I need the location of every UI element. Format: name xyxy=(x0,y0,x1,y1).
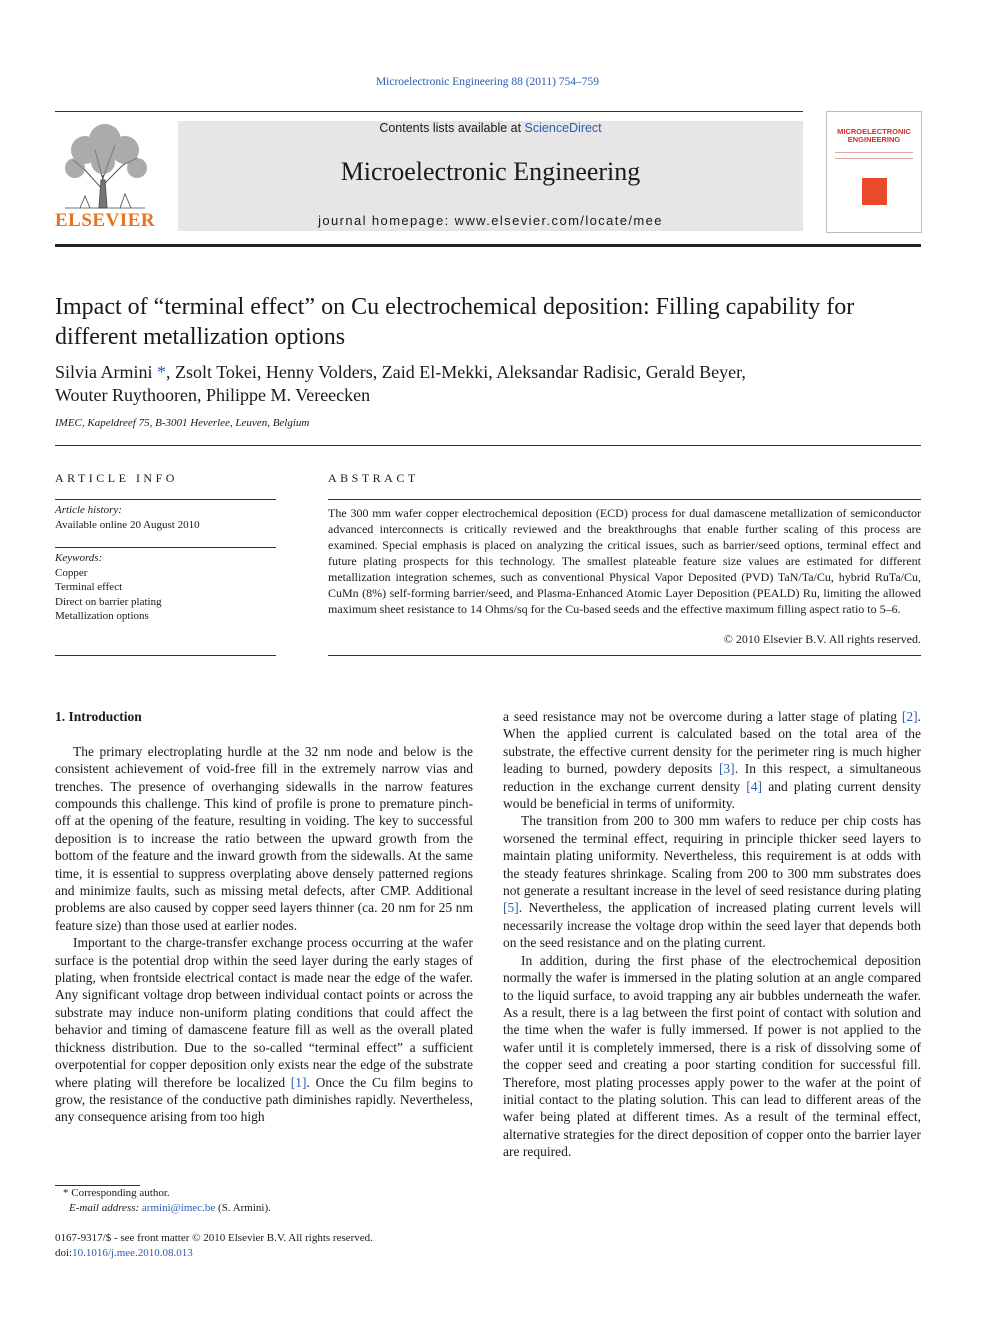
cover-image-block xyxy=(862,178,887,205)
affiliation-rule xyxy=(55,445,921,446)
email-line xyxy=(55,1201,271,1216)
contents-prefix: Contents lists available at xyxy=(379,121,525,135)
article-info-end-rule xyxy=(55,655,276,656)
article-info-rule xyxy=(55,499,276,500)
paragraph-text: . In this respect, a simultaneous reduction in the exchange current density xyxy=(503,761,921,794)
abstract-end-rule xyxy=(328,655,921,656)
doi-line xyxy=(55,1246,373,1261)
email-label: E-mail address: xyxy=(69,1202,142,1214)
body-column-right xyxy=(503,708,921,1161)
paragraph xyxy=(503,812,921,951)
reference-link-2[interactable]: [2] xyxy=(901,709,918,724)
reference-link-5[interactable]: [5] xyxy=(503,900,519,916)
keyword: Terminal effect xyxy=(55,581,123,593)
sciencedirect-link[interactable]: ScienceDirect xyxy=(524,121,602,135)
reference-link-4[interactable]: [4] xyxy=(746,778,763,794)
abstract-heading: ABSTRACT xyxy=(328,471,419,485)
journal-cover-thumbnail xyxy=(826,111,922,233)
paragraph: In addition, during the first phase of the electrochemical deposition normally the wafer is immersed in the plating solution at an angle compared to the liquid surface, to avoid trapping any air bubbles underneath the wafer. As a result, there is a lag between the first point of contact with solution and the time when the wafer is fully immersed. If power is not applied to the wafer until it is completely immersed, there is a risk of dissolving some of the copper seed and creating a poor starting condition for successful fill. Therefore, most plating processes apply power to the wafer at the point of initial contact to the plating solution. This can lead to different areas of the wafer being plated at different times. As a result of the terminal effect, alternative strategies for the direct deposition of copper onto the barrier layer are required. xyxy=(503,952,921,1160)
paragraph-text: . When the applied current is calculated based on the total area of the substrate, the effective current density for the perimeter ring is much higher leading to burned, powdery deposits xyxy=(503,709,921,777)
journal-header xyxy=(178,121,803,231)
paragraph: The primary electroplating hurdle at the 32 nm node and below is the consistent achievement of void-free fill in the extremely narrow vias and trenches. The presence of overhanging sidewalls in the narrow features compounds this challenge. This kind of profile is prone to premature pinch-off at the opening of the feature, resulting in voiding. The key to successful deposition is to increase the ratio between the upward growth from the bottom of the feature and the inward growth from the sidewalls. At the same time, it is essential to suppress overplating above densely patterned regions and minimize faults, such as missing metal defects, after CMP. Additional problems are also caused by copper seed layers thinner (ca. 20 nm for 25 nm feature size) than those used at earlier nodes. xyxy=(55,743,473,933)
keywords-block xyxy=(55,551,162,624)
issn-line: 0167-9317/$ - see front matter © 2010 Elsevier B.V. All rights reserved. xyxy=(55,1232,373,1244)
body-column-left xyxy=(55,708,473,1126)
doi-label: doi: xyxy=(55,1246,73,1259)
email-link[interactable]: armini@imec.be xyxy=(141,1202,216,1214)
contents-lists xyxy=(178,121,803,135)
paragraph-text: Important to the charge-transfer exchange process occurring at the wafer surface is the potential drop within the seed layer during the early stages of plating, when frontside electrical contact is made near the edge of the wafer. Any significant voltage drop between individual contact points or across the substrate may induce non-uniform plating conditions that could affect the behavior and timing of damascene feature fill as well as the overall plated thickness distribution. Due to the so-called “terminal effect” a sufficient overpotential for copper deposition only exists near the edge of the substrate where plating will therefore be localized xyxy=(55,935,473,1090)
authors-rest: , Zsolt Tokei, Henny Volders, Zaid El-Mekki, Aleksandar Radisic, Gerald Beyer, xyxy=(166,362,746,382)
article-title: Impact of “terminal effect” on Cu electrochemical deposition: Filling capability for different metallization options xyxy=(55,294,855,350)
keyword: Copper xyxy=(55,566,88,579)
elsevier-wordmark: ELSEVIER xyxy=(55,210,156,231)
cover-title-line-1: MICROELECTRONIC xyxy=(837,127,911,136)
author-first: Silvia Armini xyxy=(55,362,153,382)
paragraph-text: a seed resistance may not be overcome during a latter stage of plating xyxy=(503,709,902,724)
footnote xyxy=(55,1186,271,1216)
paragraph-text: . Once the Cu film begins to grow, the resistance of the conductive path diminishes rapidly. Nevertheless, any consequence arising from too high xyxy=(55,1074,473,1125)
abstract-rule xyxy=(328,499,921,500)
history-value: Available online 20 August 2010 xyxy=(55,518,200,531)
corresponding-author-note: * Corresponding author. xyxy=(63,1187,170,1199)
journal-citation[interactable]: Microelectronic Engineering 88 (2011) 754–759 xyxy=(375,76,600,88)
reference-link-3[interactable]: [3] xyxy=(718,761,735,777)
cover-line xyxy=(835,152,913,153)
doi-link[interactable]: 10.1016/j.mee.2010.08.013 xyxy=(72,1246,193,1259)
section-title: 1. Introduction xyxy=(55,709,142,724)
cover-title-line-2: ENGINEERING xyxy=(847,135,901,144)
paragraph-text: and plating current density would be beneficial in terms of uniformity. xyxy=(503,778,921,812)
reference-link-1[interactable]: [1] xyxy=(290,1074,307,1090)
article-info-heading: ARTICLE INFO xyxy=(55,471,178,485)
paragraph-text: . Nevertheless, the application of increased plating current levels will necessarily increase the voltage drop within the seed layer that depends both on the seed resistance and on the plating current. xyxy=(503,900,921,951)
cover-title xyxy=(831,128,917,144)
keyword: Direct on barrier plating xyxy=(55,595,162,608)
keywords-label: Keywords: xyxy=(55,552,103,564)
cover-line xyxy=(835,158,913,159)
keyword: Metallization options xyxy=(55,610,149,622)
header-rule-top xyxy=(55,111,803,112)
author-list xyxy=(55,361,915,407)
keywords-rule xyxy=(55,547,276,548)
front-matter xyxy=(55,1231,373,1260)
journal-homepage[interactable]: journal homepage: www.elsevier.com/locate/mee xyxy=(318,213,663,228)
article-history xyxy=(55,503,200,532)
email-suffix: (S. Armini). xyxy=(215,1202,271,1214)
paragraph xyxy=(503,708,921,812)
history-label: Article history: xyxy=(55,504,122,516)
abstract-copyright: © 2010 Elsevier B.V. All rights reserved. xyxy=(723,632,921,646)
abstract-text: The 300 mm wafer copper electrochemical deposition (ECD) process for dual damascene metallization of semiconductor advanced interconnects is critically reviewed and the breakthroughs that enable further scaling of this process are examined. Special emphasis is placed on analyzing the critical issues, such as barrier/seed options, terminal effect and future plating prospects for this technology. The smallest plateable feature size values are estimated for different metallization integration schemes, such as conventional Physical Vapor Deposited (PVD) TaN/Ta/Cu, hybrid RuTa/Cu, CuMn (8%) self-forming barrier/seed, and Plasma-Enhanced Atomic Layer Deposition (PEALD) Ru, limiting the allowed maximum sheet resistance to 14 Ohms/sq for the Cu-based seeds and the effective maximum filling aspect ratio to 5–6. xyxy=(328,506,921,616)
authors-line-2: Wouter Ruythooren, Philippe M. Vereecken xyxy=(55,385,371,405)
affiliation: IMEC, Kapeldreef 75, B-3001 Heverlee, Leuven, Belgium xyxy=(55,417,310,429)
header-rule-bottom xyxy=(55,244,921,247)
paragraph-text: The transition from 200 to 300 mm wafers to reduce per chip costs has worsened the terminal effect, requiring in principle thicker seed layers to maintain plating uniformity. Nevertheless, this requirement is at odds with the steady features shrinkage. Scaling from 200 to 300 mm substrates does not generate a resultant increase in the level of seed resistance during plating xyxy=(503,813,921,899)
journal-name: Microelectronic Engineering xyxy=(340,157,641,186)
corresponding-author-marker[interactable]: * xyxy=(152,362,167,382)
paragraph xyxy=(55,934,473,1125)
